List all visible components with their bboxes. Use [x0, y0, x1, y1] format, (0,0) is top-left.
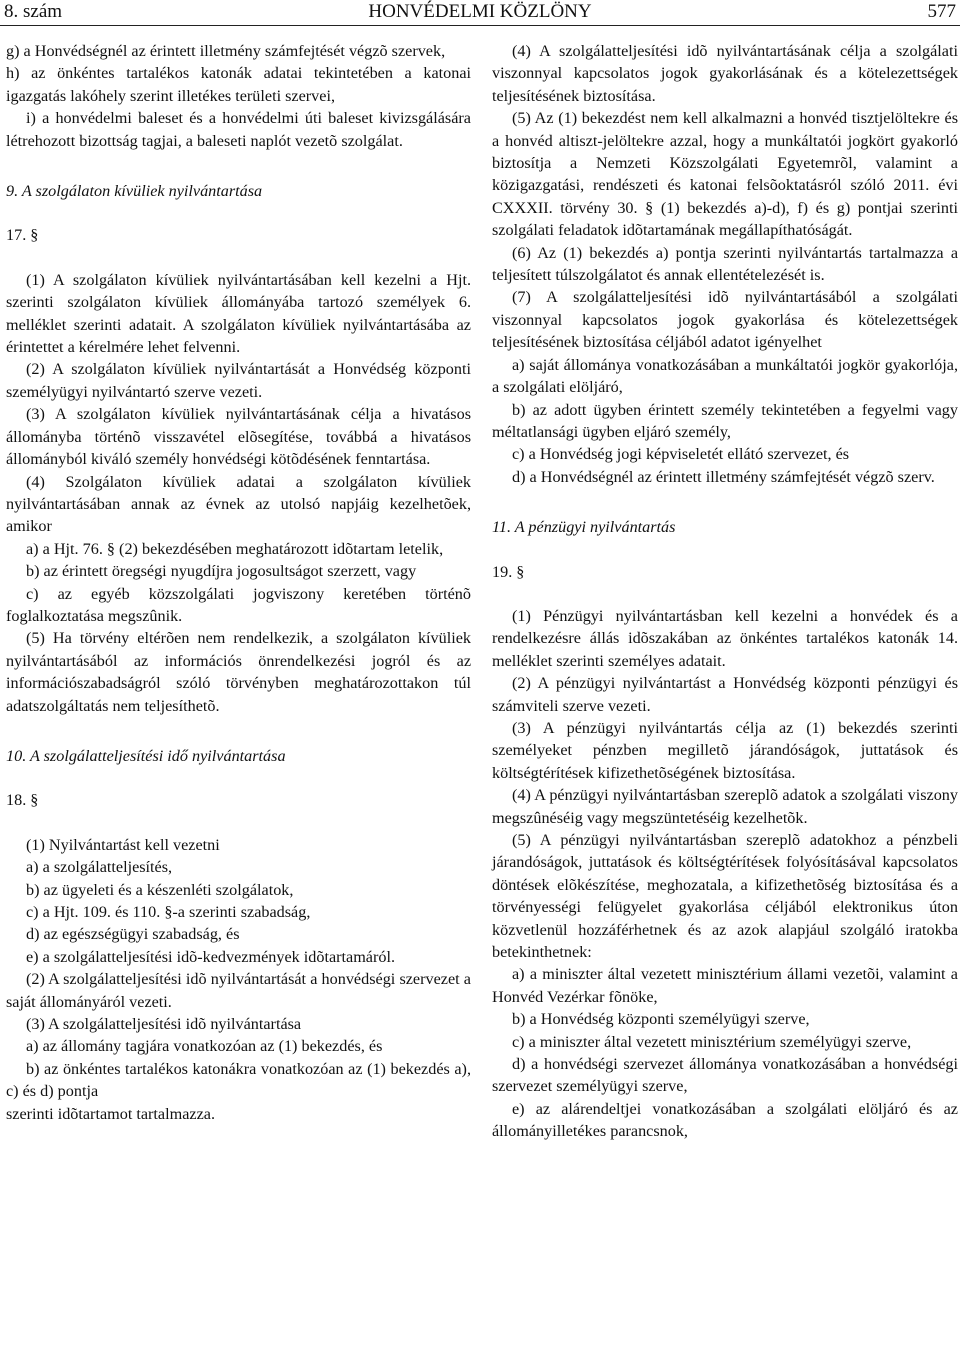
- para19-point-e: e) az alárendeltjei vonatkozásában a szolgálati elöljáró és az állományilletékes parancsnok,: [492, 1099, 958, 1141]
- page-number: 577: [927, 1, 956, 22]
- para18-sub7-point-a: a) saját állománya vonatkozásában a munkáltatói jogkör gyakorlója, a szolgálati elöljáró,: [492, 355, 958, 397]
- header-rule: [0, 25, 960, 26]
- publication-title: HONVÉDELMI KÖZLÖNY: [368, 1, 592, 22]
- left-column: [6, 40, 471, 1125]
- para18-point-d: d) az egészségügyi szabadság, és: [26, 925, 240, 944]
- para18-sub-2: (2) A szolgálatteljesítési idõ nyilvántartását a honvédségi szervezet a saját állományáról vezeti.: [6, 970, 471, 1011]
- para19-sub-3: (3) A pénzügyi nyilvántartás célja az (1) bekezdés szerinti személyeket pénzben megilletõ járandóságok, juttatások és költségtérítések kifizethetõségének biztosítása.: [492, 718, 958, 782]
- right-column: [492, 40, 958, 1143]
- paragraph-19-number: 19. §: [492, 562, 525, 581]
- para18-point-e: e) a szolgálatteljesítési idõ-kedvezmények idõtartamáról.: [26, 947, 396, 966]
- para19-point-c: c) a miniszter által vezetett minisztérium személyügyi szerve,: [512, 1032, 912, 1051]
- para18-sub-1: (1) Nyilvántartást kell vezetni: [26, 835, 220, 854]
- section-10-title: 10. A szolgálatteljesítési idő nyilvántartása: [6, 746, 286, 765]
- para18-sub-3: (3) A szolgálatteljesítési idõ nyilvántartása: [26, 1015, 302, 1034]
- para18-sub7-point-d: d) a Honvédségnél az érintett illetmény számfejtését végzõ szerv.: [512, 467, 935, 486]
- para19-point-d: d) a honvédségi szervezet állománya vonatkozásában a honvédségi szervezet személyügyi szerve,: [492, 1055, 958, 1096]
- para17-point-a: a) a Hjt. 76. § (2) bekezdésében meghatározott idõtartam letelik,: [26, 539, 444, 558]
- para18-sub3-point-b: b) az önkéntes tartalékos katonákra vonatkozóan az (1) bekezdés a), c) és d) pontja: [6, 1059, 471, 1101]
- list-item-i: i) a honvédelmi baleset és a honvédelmi úti baleset kivizsgálására létrehozott bizottság tagjai, a baleseti naplót vezetõ szolgálat.: [6, 109, 471, 150]
- para17-sub-4: (4) Szolgálaton kívüliek adatai a szolgálaton kívüliek nyilvántartásában annak az évnek az utolsó napjáig kezelhetõek, amikor: [6, 472, 471, 536]
- para17-point-b: b) az érintett öregségi nyugdíjra jogosultságot szerzett, vagy: [26, 562, 417, 581]
- para17-sub-1: (1) A szolgálaton kívüliek nyilvántartásában kell kezelni a Hjt. szerinti szolgálaton kívüliek állományába tartozó személyek 6. melléklet szerinti adatait. A szolgálaton kívüliek nyilvántartásába az érintettet a kérelmére lehet felvenni.: [6, 270, 471, 357]
- para18-sub-5: (5) Az (1) bekezdést nem kell alkalmazni a honvéd tisztjelöltekre és a honvéd altiszt-jelöltekre azzal, hogy a munkáltatói jogkört gyakorló biztosítja a Nemzeti Közszolgálati Egyetemrõl, valamint a közigazgatási, rendészeti és katonai felsõoktatásról szóló 2011. évi CXXXII. törvény 30. § (1) bekezdés a)-d), f) és g) pontjai szerinti szolgálati feladatok idõtartamának megállapíthatóságát.: [492, 109, 958, 240]
- para18-sub-4: (4) A szolgálatteljesítési idõ nyilvántartásának célja a szolgálati viszonnyal kapcsolatos jogok gyakorlásának és a kötelezettségek teljesítésének biztosítása.: [492, 42, 958, 105]
- para17-sub-2: (2) A szolgálaton kívüliek nyilvántartását a Honvédség központi személyügyi nyilvántartó szerve vezeti.: [6, 360, 471, 401]
- para19-point-b: b) a Honvédség központi személyügyi szerve,: [512, 1010, 810, 1029]
- para17-point-c: c) az egyéb közszolgálati jogviszony keretében történõ foglalkoztatása megszûnik.: [6, 584, 471, 625]
- section-11-title: 11. A pénzügyi nyilvántartás: [492, 518, 676, 537]
- para19-sub-5: (5) A pénzügyi nyilvántartásban szereplõ adatokhoz a pénzbeli járandóságok, juttatások és költségtérítések folyósításával kapcsolatos döntések elõkészítése, meghozatala, a kifizethetõség biztosítása és a törvényességi felügyelet gyakorlása céljából elektronikus úton közvetlenül hozzáférhetnek és az azok alapjául szolgáló iratokba betekinthetnek:: [492, 831, 958, 962]
- para17-sub-5: (5) Ha törvény eltérõen nem rendelkezik, a szolgálaton kívüliek nyilvántartásából az információs önrendelkezési jogról és az információszabadságról szóló törvényben meghatározottakon túl adatszolgáltatás nem teljesíthetõ.: [6, 629, 471, 715]
- para18-sub3-point-a: a) az állomány tagjára vonatkozóan az (1) bekezdés, és: [26, 1037, 383, 1056]
- para19-sub-4: (4) A pénzügyi nyilvántartásban szereplõ adatok a szolgálati viszony megszûnéséig vagy megszüntetéséig kezelhetõk.: [492, 786, 958, 827]
- para19-sub-1: (1) Pénzügyi nyilvántartásban kell kezelni a honvédek és a rendelkezésre állás idõszakában az önkéntes tartalékos katonák 14. melléklet szerinti személyes adatait.: [492, 606, 958, 670]
- para18-sub-7: (7) A szolgálatteljesítési idõ nyilvántartásából a szolgálati viszonnyal kapcsolatos jogok gyakorlása és kötelezettségek teljesítésének biztosítása céljából adatot igényelhet: [492, 288, 958, 352]
- para18-sub-6: (6) Az (1) bekezdés a) pontja szerinti nyilvántartás tartalmazza a teljesített túlszolgálatot és annak ellentételezését is.: [492, 243, 958, 285]
- section-9-title: 9. A szolgálaton kívüliek nyilvántartása: [6, 182, 263, 201]
- para19-sub-2: (2) A pénzügyi nyilvántartást a Honvédség központi pénzügyi és számviteli szerve vezeti.: [492, 674, 958, 715]
- para18-point-a: a) a szolgálatteljesítés,: [26, 858, 173, 877]
- para18-sub7-point-c: c) a Honvédség jogi képviseletét ellátó szervezet, és: [512, 445, 850, 464]
- list-item-g: g) a Honvédségnél az érintett illetmény számfejtését végzõ szervek,: [6, 42, 446, 60]
- page-header: [0, 0, 960, 24]
- paragraph-17-number: 17. §: [6, 226, 39, 245]
- para18-sub7-point-b: b) az adott ügyben érintett személy tekintetében a fegyelmi vagy méltatlansági ügyben eljáró személy,: [492, 400, 958, 441]
- para18-point-c: c) a Hjt. 109. és 110. §-a szerinti szabadság,: [26, 903, 311, 921]
- list-item-h: h) az önkéntes tartalékos katonák adatai tekintetében a katonai igazgatás lakóhely szerint illetékes területi szervei,: [6, 64, 471, 105]
- para19-point-a: a) a miniszter által vezetett minisztérium állami vezetõi, valamint a Honvéd Vezérkar fõnöke,: [492, 965, 958, 1006]
- paragraph-18-number: 18. §: [6, 791, 39, 810]
- issue-number: 8. szám: [4, 1, 63, 22]
- para18-sub3-closing: szerinti idõtartamot tartalmazza.: [6, 1104, 215, 1123]
- para17-sub-3: (3) A szolgálaton kívüliek nyilvántartásának célja a hivatásos állományba történõ visszavétel elõsegítése, továbbá a hivatásos állományból kiváló személy honvédségi kötõdésének fenntartása.: [6, 405, 471, 469]
- para18-point-b: b) az ügyeleti és a készenléti szolgálatok,: [26, 880, 294, 899]
